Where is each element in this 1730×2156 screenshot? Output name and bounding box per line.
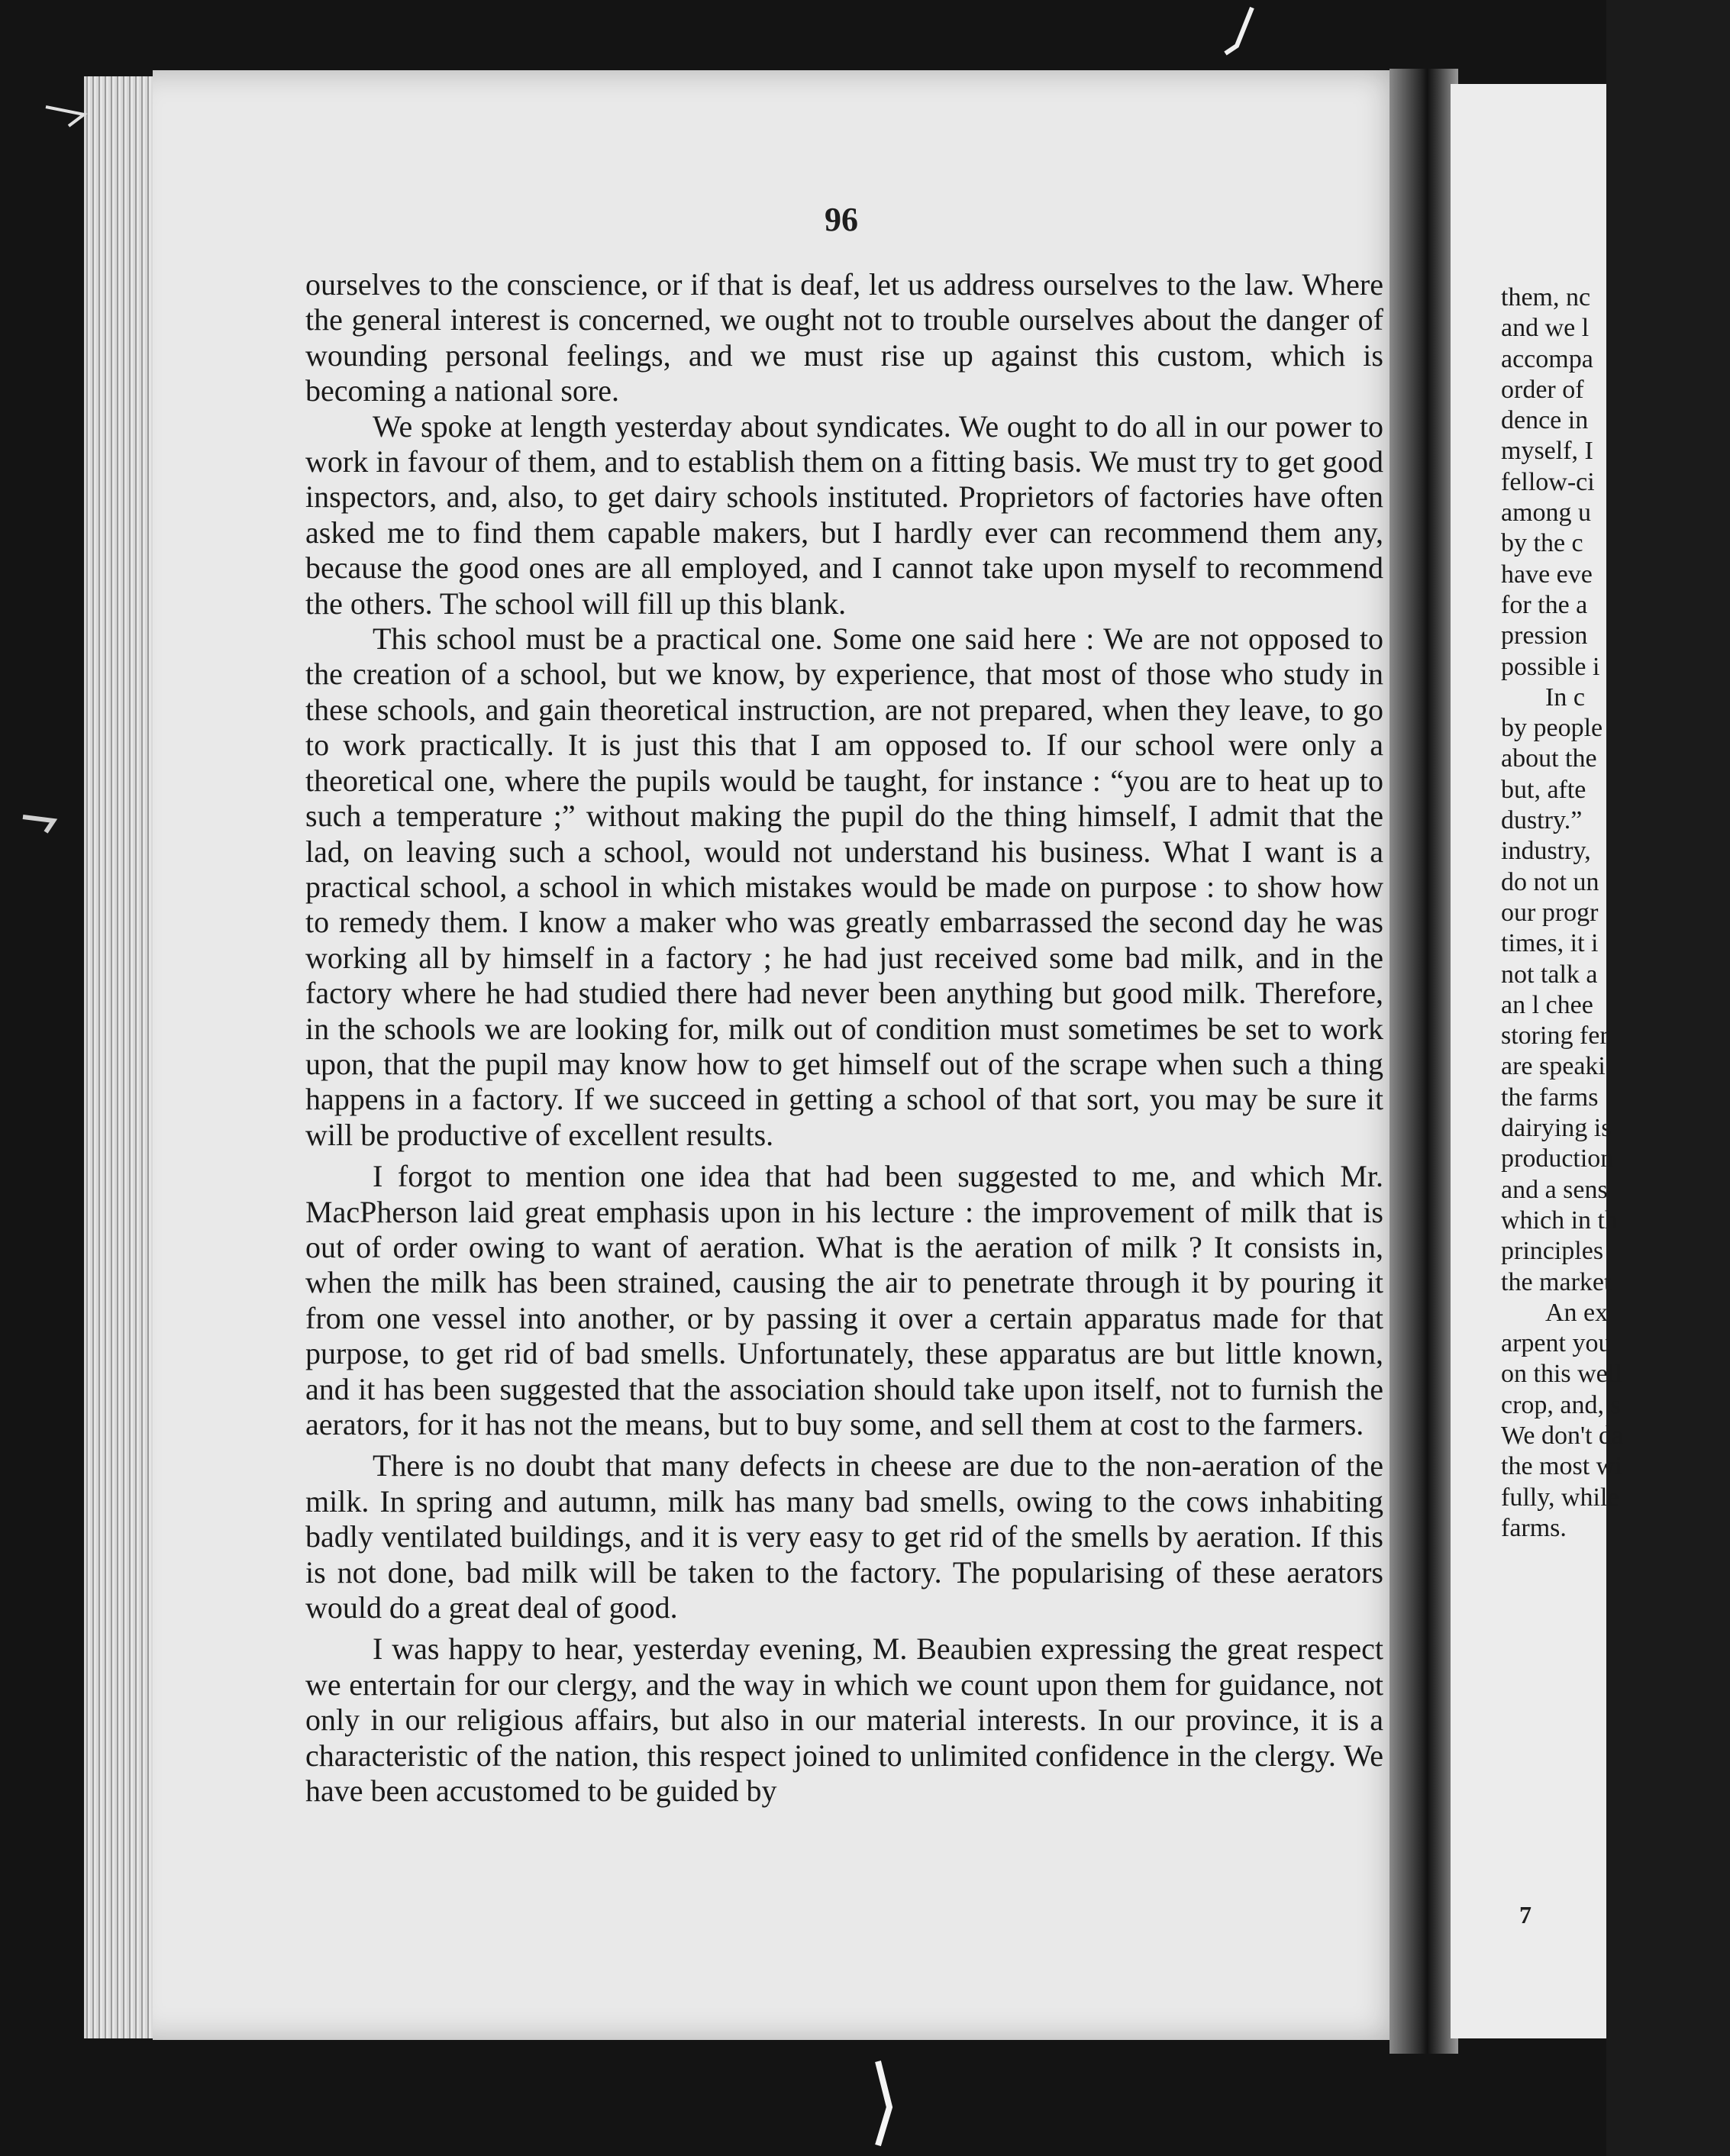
right-page-line: dairying is <box>1501 1114 1612 1143</box>
right-page-line: fellow-ci <box>1501 467 1595 496</box>
scratch-mark <box>878 2061 889 2145</box>
right-page-line: principles <box>1501 1237 1604 1266</box>
right-page-line: an l chee <box>1501 990 1593 1019</box>
paragraph: I forgot to mention one idea that had been suggested to me, and which Mr. MacPherson laid great emphasis upon in his lecture : the improvement of milk that is out of order owing to want of aeration. What is the aeration of milk ? It consists in, when the milk has been strained, causing the air to penetrate through it by pouring it from one vessel into another, or by passing it over a certain apparatus made for that purpose, to get rid of bad smells. Unfortunately, these apparatus are but little known, and it has been suggested that the association should take upon itself, not to furnish the aerators, for it has not the means, but to buy some, and sell them at cost to the farmers. <box>305 1159 1383 1441</box>
scratch-mark <box>23 817 53 832</box>
right-page-line: order of <box>1501 375 1584 404</box>
right-page-line: crop, and, s <box>1501 1390 1621 1419</box>
right-page-line: farms. <box>1501 1513 1567 1542</box>
right-page-line: An ex <box>1545 1298 1609 1327</box>
right-page-line: dence in <box>1501 406 1589 435</box>
right-page-line: do not un <box>1501 867 1599 896</box>
paragraph: There is no doubt that many defects in cheese are due to the non-aeration of the milk. In spring and autumn, milk has many bad smells, owing to the cows inhabiting badly ventilated buildings, and it is very easy to get rid of the smells by aeration. If this is not done, bad milk will be taken to the factory. The popularising of these aerators would do a great deal of good. <box>305 1448 1383 1625</box>
right-page-line: among u <box>1501 499 1592 528</box>
right-page-line: them, nc <box>1501 283 1591 311</box>
right-page-line: industry, <box>1501 837 1591 866</box>
paragraph: I was happy to hear, yesterday evening, M. Beaubien expressing the great respect we entertain for our clergy, and the way in which we count upon them for guidance, not only in our religious affairs, but also in our material interests. In our province, it is a characteristic of the nation, this respect joined to unlimited confidence in the clergy. We have been accustomed to be guided by <box>305 1632 1383 1809</box>
right-page-line: not talk a <box>1501 960 1598 989</box>
right-page-line: for the a <box>1501 590 1588 619</box>
right-page-line: storing fer <box>1501 1022 1609 1051</box>
right-page-line: pression <box>1501 621 1588 650</box>
right-page-line: the market <box>1501 1267 1612 1296</box>
page-number: 96 <box>825 201 858 238</box>
right-page-line: on this well <box>1501 1360 1622 1389</box>
right-page-line: arpent you <box>1501 1329 1612 1358</box>
right-page-line: which in th <box>1501 1205 1618 1235</box>
right-page-line: have eve <box>1501 560 1593 589</box>
right-page-line: dustry.” <box>1501 806 1583 835</box>
right-page-line: production <box>1501 1144 1614 1173</box>
right-page-line: about the <box>1501 744 1597 773</box>
scratch-mark <box>1225 8 1252 53</box>
right-page-line: and we l <box>1501 314 1590 343</box>
left-page-text <box>305 267 1383 1809</box>
right-page-line: In c <box>1545 683 1585 712</box>
right-page-line: fully, while <box>1501 1483 1619 1512</box>
paragraph: ourselves to the conscience, or if that is deaf, let us address ourselves to the law. Where the general interest is concerned, we ought not to trouble ourselves about the danger of wounding personal feelings, and we must rise up against this custom, which is becoming a national sore. <box>305 267 1383 408</box>
right-page-line: and a sens <box>1501 1175 1608 1204</box>
scratch-mark <box>46 107 84 126</box>
book-gutter <box>1389 69 1458 2054</box>
right-page-line: but, afte <box>1501 775 1586 804</box>
right-page-line: myself, I <box>1501 437 1593 466</box>
right-page-line: by the c <box>1501 529 1583 558</box>
right-page-text <box>1501 282 1730 1544</box>
right-page-line: We don't da <box>1501 1421 1624 1450</box>
right-page-line: possible i <box>1501 652 1600 681</box>
paragraph: This school must be a practical one. Some one said here : We are not opposed to the creation of a school, but we know, by experience, that most of those who study in these schools, and gain theoretical instruction, are not prepared, when they leave, to go to work practically. It is just this that I am opposed to. If our school were only a theoretical one, where the pupils would be taught, for instance : “you are to heat up to such a temperature ;” without making the pupil do the thing himself, I admit that the lad, on leaving such a school, would not understand his business. What I want is a practical school, a school in which mistakes would be made on purpose : to show how to remedy them. I know a maker who was greatly embarrassed the second day he was working all by himself in a factory ; he had just received some bad milk, and in the factory where he had studied there had never been anything but good milk. Therefore, in the schools we are looking for, milk out of condition must sometimes be set to work upon, that the pupil may know how to get himself out of the scrape when such a thing happens in a factory. If we succeed in getting a school of that sort, you may be sure it will be productive of excellent results. <box>305 621 1383 1152</box>
right-page-line: the most wi <box>1501 1452 1622 1481</box>
right-page-number: 7 <box>1519 1901 1532 1928</box>
right-page-line: accompa <box>1501 344 1593 373</box>
right-page-line: are speaki <box>1501 1052 1606 1081</box>
right-page-line: times, it i <box>1501 929 1599 958</box>
right-page-line: by people <box>1501 714 1603 743</box>
right-page-line: the farms <box>1501 1083 1599 1112</box>
paragraph: We spoke at length yesterday about syndicates. We ought to do all in our power to work in favour of them, and to establish them on a fitting basis. We must try to get good inspectors, and, also, to get dairy schools instituted. Proprietors of factories have often asked me to find them capable makers, but I hardly ever can recommend them any, because the good ones are all employed, and I cannot take upon myself to recommend the others. The school will fill up this blank. <box>305 408 1383 621</box>
right-page-line: our progr <box>1501 898 1599 927</box>
